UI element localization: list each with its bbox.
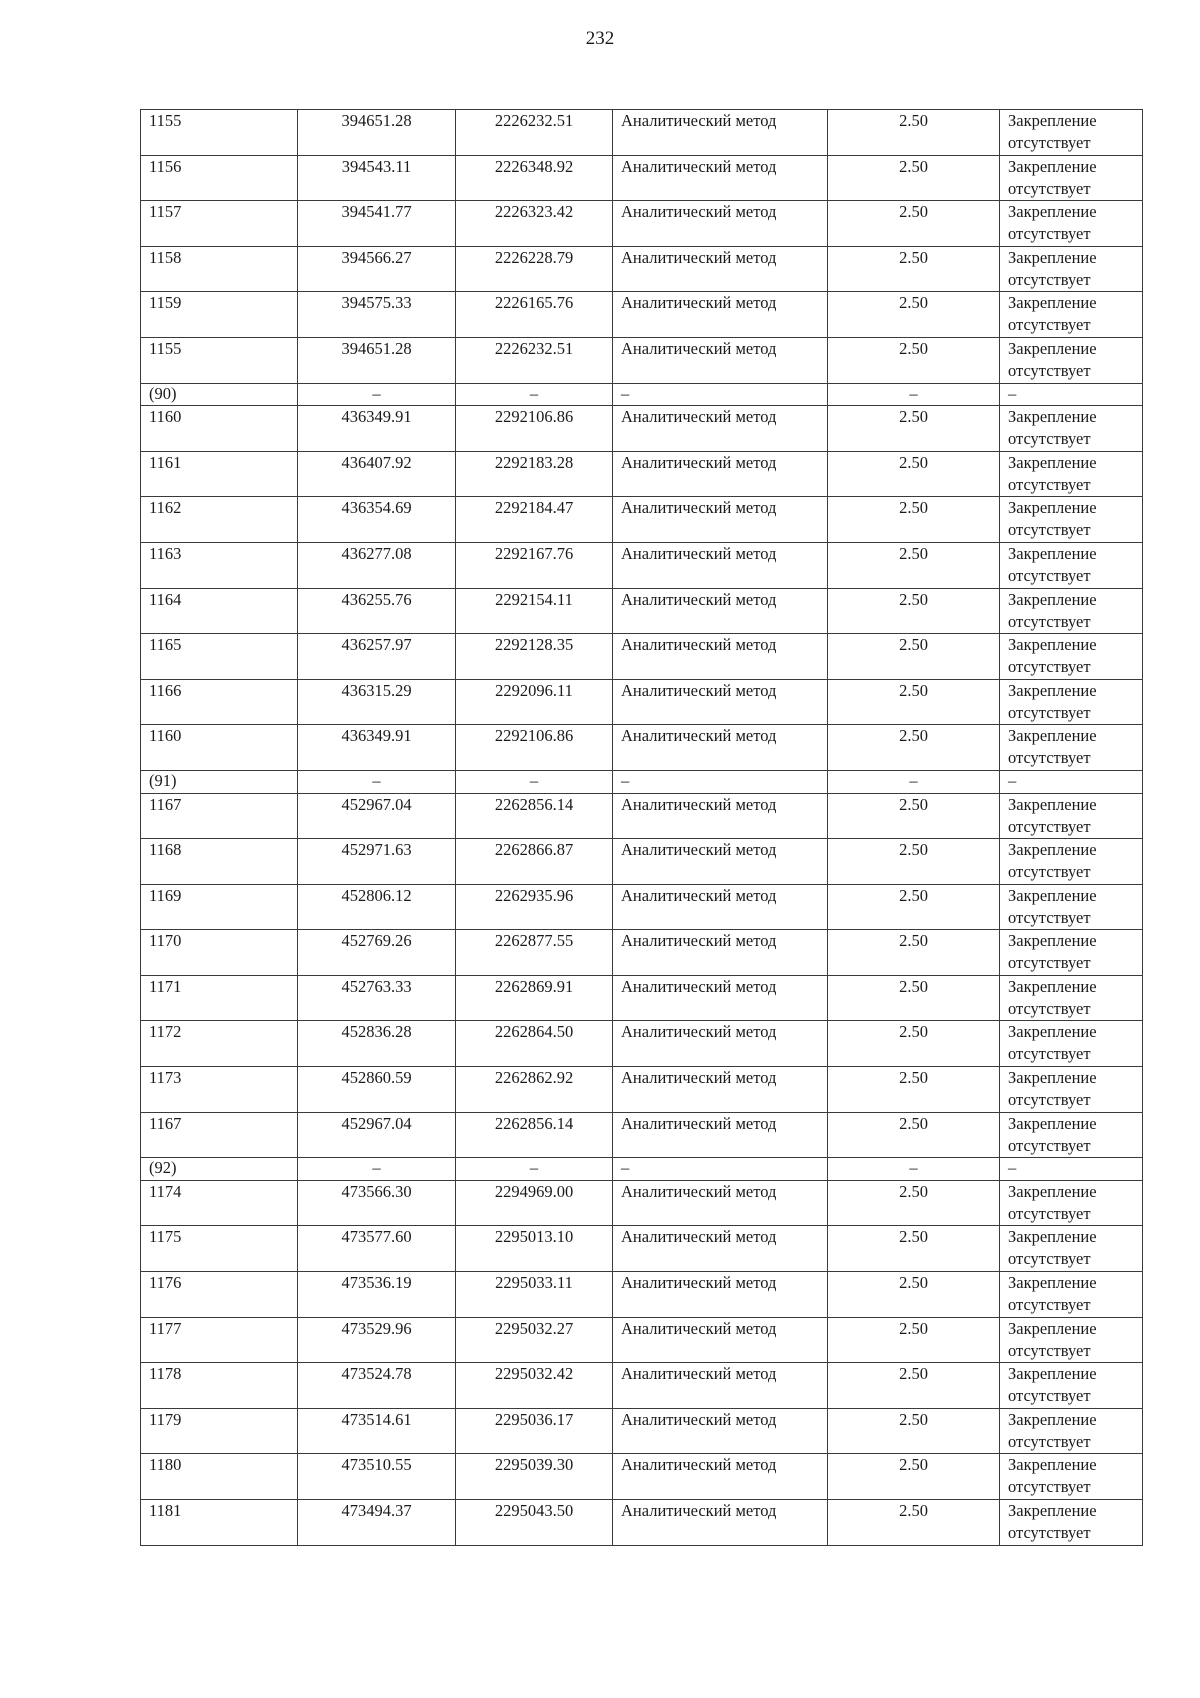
y-coordinate-cell: 2262866.87 <box>456 839 613 885</box>
coordinates-table-body <box>141 110 1143 1546</box>
table-row <box>141 1500 1143 1546</box>
x-coordinate-cell: 436315.29 <box>298 679 456 725</box>
table-row <box>141 634 1143 680</box>
table-row <box>141 1226 1143 1272</box>
x-coordinate-cell: 436349.91 <box>298 725 456 771</box>
method-cell: Аналитический метод <box>613 1317 828 1363</box>
y-coordinate-cell: 2292167.76 <box>456 542 613 588</box>
point-number-cell: 1159 <box>141 292 298 338</box>
table-row <box>141 1408 1143 1454</box>
x-coordinate-cell: 436277.08 <box>298 542 456 588</box>
table-row <box>141 542 1143 588</box>
y-coordinate-cell: 2292106.86 <box>456 725 613 771</box>
x-coordinate-cell: 436407.92 <box>298 451 456 497</box>
point-number-cell: (90) <box>141 383 298 406</box>
y-coordinate-cell: 2292154.11 <box>456 588 613 634</box>
accuracy-cell: – <box>828 383 1000 406</box>
point-number-cell: 1179 <box>141 1408 298 1454</box>
table-row <box>141 201 1143 247</box>
accuracy-cell: – <box>828 770 1000 793</box>
point-number-cell: 1172 <box>141 1021 298 1067</box>
method-cell: Аналитический метод <box>613 246 828 292</box>
accuracy-cell: 2.50 <box>828 201 1000 247</box>
table-row <box>141 1021 1143 1067</box>
x-coordinate-cell: 394541.77 <box>298 201 456 247</box>
status-cell: Закрепление отсутствует <box>1000 451 1143 497</box>
status-cell: Закрепление отсутствует <box>1000 337 1143 383</box>
method-cell: Аналитический метод <box>613 634 828 680</box>
status-cell: Закрепление отсутствует <box>1000 679 1143 725</box>
y-coordinate-cell: 2262856.14 <box>456 1112 613 1158</box>
table-row <box>141 975 1143 1021</box>
status-cell: Закрепление отсутствует <box>1000 725 1143 771</box>
status-cell: – <box>1000 1158 1143 1181</box>
x-coordinate-cell: 452967.04 <box>298 1112 456 1158</box>
y-coordinate-cell: 2262864.50 <box>456 1021 613 1067</box>
table-row <box>141 246 1143 292</box>
x-coordinate-cell: 394575.33 <box>298 292 456 338</box>
method-cell: – <box>613 770 828 793</box>
x-coordinate-cell: 452769.26 <box>298 930 456 976</box>
accuracy-cell: 2.50 <box>828 497 1000 543</box>
point-number-cell: 1180 <box>141 1454 298 1500</box>
point-number-cell: 1163 <box>141 542 298 588</box>
x-coordinate-cell: 473536.19 <box>298 1272 456 1318</box>
x-coordinate-cell: 394651.28 <box>298 337 456 383</box>
point-number-cell: 1166 <box>141 679 298 725</box>
y-coordinate-cell: 2292096.11 <box>456 679 613 725</box>
point-number-cell: 1181 <box>141 1500 298 1546</box>
status-cell: – <box>1000 770 1143 793</box>
point-number-cell: 1157 <box>141 201 298 247</box>
y-coordinate-cell: – <box>456 383 613 406</box>
point-number-cell: 1169 <box>141 884 298 930</box>
y-coordinate-cell: 2226228.79 <box>456 246 613 292</box>
y-coordinate-cell: 2262862.92 <box>456 1067 613 1113</box>
accuracy-cell: 2.50 <box>828 839 1000 885</box>
method-cell: Аналитический метод <box>613 201 828 247</box>
method-cell: Аналитический метод <box>613 1363 828 1409</box>
x-coordinate-cell: 452860.59 <box>298 1067 456 1113</box>
status-cell: Закрепление отсутствует <box>1000 201 1143 247</box>
method-cell: Аналитический метод <box>613 1454 828 1500</box>
y-coordinate-cell: 2295033.11 <box>456 1272 613 1318</box>
x-coordinate-cell: 473494.37 <box>298 1500 456 1546</box>
accuracy-cell: 2.50 <box>828 588 1000 634</box>
method-cell: Аналитический метод <box>613 155 828 201</box>
accuracy-cell: 2.50 <box>828 1112 1000 1158</box>
y-coordinate-cell: 2226165.76 <box>456 292 613 338</box>
accuracy-cell: 2.50 <box>828 1180 1000 1226</box>
status-cell: Закрепление отсутствует <box>1000 793 1143 839</box>
status-cell: – <box>1000 383 1143 406</box>
status-cell: Закрепление отсутствует <box>1000 110 1143 156</box>
status-cell: Закрепление отсутствует <box>1000 1021 1143 1067</box>
x-coordinate-cell: 452806.12 <box>298 884 456 930</box>
status-cell: Закрепление отсутствует <box>1000 975 1143 1021</box>
status-cell: Закрепление отсутствует <box>1000 1363 1143 1409</box>
point-number-cell: 1164 <box>141 588 298 634</box>
method-cell: Аналитический метод <box>613 884 828 930</box>
table-row <box>141 793 1143 839</box>
point-number-cell: 1177 <box>141 1317 298 1363</box>
y-coordinate-cell: 2295032.42 <box>456 1363 613 1409</box>
table-row <box>141 588 1143 634</box>
point-number-cell: 1178 <box>141 1363 298 1409</box>
table-row <box>141 1067 1143 1113</box>
status-cell: Закрепление отсутствует <box>1000 1067 1143 1113</box>
y-coordinate-cell: 2262869.91 <box>456 975 613 1021</box>
table-row <box>141 155 1143 201</box>
point-number-cell: 1170 <box>141 930 298 976</box>
point-number-cell: 1156 <box>141 155 298 201</box>
method-cell: Аналитический метод <box>613 793 828 839</box>
method-cell: Аналитический метод <box>613 1112 828 1158</box>
x-coordinate-cell: 473577.60 <box>298 1226 456 1272</box>
method-cell: Аналитический метод <box>613 839 828 885</box>
table-row <box>141 839 1143 885</box>
method-cell: Аналитический метод <box>613 292 828 338</box>
accuracy-cell: 2.50 <box>828 679 1000 725</box>
accuracy-cell: 2.50 <box>828 1454 1000 1500</box>
x-coordinate-cell: 452971.63 <box>298 839 456 885</box>
status-cell: Закрепление отсутствует <box>1000 588 1143 634</box>
accuracy-cell: 2.50 <box>828 542 1000 588</box>
y-coordinate-cell: 2226348.92 <box>456 155 613 201</box>
page-number: 232 <box>585 28 615 49</box>
table-row <box>141 725 1143 771</box>
y-coordinate-cell: 2292106.86 <box>456 406 613 452</box>
status-cell: Закрепление отсутствует <box>1000 1180 1143 1226</box>
status-cell: Закрепление отсутствует <box>1000 406 1143 452</box>
x-coordinate-cell: – <box>298 383 456 406</box>
status-cell: Закрепление отсутствует <box>1000 930 1143 976</box>
accuracy-cell: 2.50 <box>828 1363 1000 1409</box>
accuracy-cell: 2.50 <box>828 634 1000 680</box>
method-cell: Аналитический метод <box>613 679 828 725</box>
point-number-cell: 1174 <box>141 1180 298 1226</box>
status-cell: Закрепление отсутствует <box>1000 155 1143 201</box>
accuracy-cell: 2.50 <box>828 1317 1000 1363</box>
table-row <box>141 1454 1143 1500</box>
point-number-cell: 1160 <box>141 725 298 771</box>
method-cell: – <box>613 383 828 406</box>
method-cell: Аналитический метод <box>613 406 828 452</box>
y-coordinate-cell: 2295039.30 <box>456 1454 613 1500</box>
x-coordinate-cell: 436349.91 <box>298 406 456 452</box>
x-coordinate-cell: 436354.69 <box>298 497 456 543</box>
method-cell: Аналитический метод <box>613 1272 828 1318</box>
method-cell: Аналитический метод <box>613 1021 828 1067</box>
y-coordinate-cell: 2226232.51 <box>456 337 613 383</box>
status-cell: Закрепление отсутствует <box>1000 246 1143 292</box>
status-cell: Закрепление отсутствует <box>1000 542 1143 588</box>
y-coordinate-cell: 2226232.51 <box>456 110 613 156</box>
y-coordinate-cell: 2226323.42 <box>456 201 613 247</box>
method-cell: Аналитический метод <box>613 1226 828 1272</box>
status-cell: Закрепление отсутствует <box>1000 497 1143 543</box>
x-coordinate-cell: 473514.61 <box>298 1408 456 1454</box>
table-row <box>141 1317 1143 1363</box>
method-cell: Аналитический метод <box>613 1500 828 1546</box>
method-cell: Аналитический метод <box>613 930 828 976</box>
x-coordinate-cell: – <box>298 1158 456 1181</box>
coordinates-table <box>140 109 1143 1546</box>
method-cell: Аналитический метод <box>613 1408 828 1454</box>
status-cell: Закрепление отсутствует <box>1000 292 1143 338</box>
point-number-cell: 1173 <box>141 1067 298 1113</box>
status-cell: Закрепление отсутствует <box>1000 1454 1143 1500</box>
table-row <box>141 292 1143 338</box>
point-number-cell: 1162 <box>141 497 298 543</box>
point-number-cell: (92) <box>141 1158 298 1181</box>
accuracy-cell: 2.50 <box>828 110 1000 156</box>
point-number-cell: 1155 <box>141 110 298 156</box>
method-cell: Аналитический метод <box>613 451 828 497</box>
method-cell: Аналитический метод <box>613 1067 828 1113</box>
table-row <box>141 884 1143 930</box>
status-cell: Закрепление отсутствует <box>1000 884 1143 930</box>
y-coordinate-cell: 2292184.47 <box>456 497 613 543</box>
x-coordinate-cell: 452763.33 <box>298 975 456 1021</box>
accuracy-cell: 2.50 <box>828 1272 1000 1318</box>
x-coordinate-cell: 452836.28 <box>298 1021 456 1067</box>
contour-separator-row <box>141 770 1143 793</box>
accuracy-cell: 2.50 <box>828 1021 1000 1067</box>
table-row <box>141 497 1143 543</box>
accuracy-cell: 2.50 <box>828 1067 1000 1113</box>
x-coordinate-cell: 394566.27 <box>298 246 456 292</box>
table-row <box>141 110 1143 156</box>
accuracy-cell: 2.50 <box>828 930 1000 976</box>
y-coordinate-cell: 2295036.17 <box>456 1408 613 1454</box>
status-cell: Закрепление отсутствует <box>1000 1500 1143 1546</box>
y-coordinate-cell: 2262877.55 <box>456 930 613 976</box>
method-cell: Аналитический метод <box>613 725 828 771</box>
accuracy-cell: 2.50 <box>828 1500 1000 1546</box>
method-cell: Аналитический метод <box>613 542 828 588</box>
status-cell: Закрепление отсутствует <box>1000 1408 1143 1454</box>
table-row <box>141 1180 1143 1226</box>
accuracy-cell: 2.50 <box>828 975 1000 1021</box>
y-coordinate-cell: 2262935.96 <box>456 884 613 930</box>
x-coordinate-cell: 394651.28 <box>298 110 456 156</box>
method-cell: Аналитический метод <box>613 497 828 543</box>
point-number-cell: 1167 <box>141 1112 298 1158</box>
point-number-cell: 1167 <box>141 793 298 839</box>
accuracy-cell: 2.50 <box>828 246 1000 292</box>
y-coordinate-cell: 2262856.14 <box>456 793 613 839</box>
y-coordinate-cell: 2292128.35 <box>456 634 613 680</box>
accuracy-cell: 2.50 <box>828 725 1000 771</box>
accuracy-cell: 2.50 <box>828 292 1000 338</box>
accuracy-cell: 2.50 <box>828 406 1000 452</box>
table-row <box>141 337 1143 383</box>
point-number-cell: 1160 <box>141 406 298 452</box>
method-cell: – <box>613 1158 828 1181</box>
accuracy-cell: 2.50 <box>828 155 1000 201</box>
point-number-cell: (91) <box>141 770 298 793</box>
method-cell: Аналитический метод <box>613 1180 828 1226</box>
y-coordinate-cell: 2295013.10 <box>456 1226 613 1272</box>
method-cell: Аналитический метод <box>613 337 828 383</box>
contour-separator-row <box>141 1158 1143 1181</box>
y-coordinate-cell: – <box>456 770 613 793</box>
x-coordinate-cell: 394543.11 <box>298 155 456 201</box>
point-number-cell: 1168 <box>141 839 298 885</box>
y-coordinate-cell: 2295032.27 <box>456 1317 613 1363</box>
table-row <box>141 1272 1143 1318</box>
accuracy-cell: 2.50 <box>828 1226 1000 1272</box>
method-cell: Аналитический метод <box>613 110 828 156</box>
point-number-cell: 1175 <box>141 1226 298 1272</box>
status-cell: Закрепление отсутствует <box>1000 839 1143 885</box>
accuracy-cell: 2.50 <box>828 337 1000 383</box>
accuracy-cell: 2.50 <box>828 884 1000 930</box>
method-cell: Аналитический метод <box>613 588 828 634</box>
x-coordinate-cell: 473529.96 <box>298 1317 456 1363</box>
contour-separator-row <box>141 383 1143 406</box>
table-row <box>141 1112 1143 1158</box>
status-cell: Закрепление отсутствует <box>1000 1226 1143 1272</box>
y-coordinate-cell: – <box>456 1158 613 1181</box>
table-row <box>141 930 1143 976</box>
y-coordinate-cell: 2294969.00 <box>456 1180 613 1226</box>
method-cell: Аналитический метод <box>613 975 828 1021</box>
y-coordinate-cell: 2292183.28 <box>456 451 613 497</box>
accuracy-cell: 2.50 <box>828 451 1000 497</box>
x-coordinate-cell: 436255.76 <box>298 588 456 634</box>
x-coordinate-cell: 436257.97 <box>298 634 456 680</box>
table-row <box>141 679 1143 725</box>
x-coordinate-cell: 473524.78 <box>298 1363 456 1409</box>
status-cell: Закрепление отсутствует <box>1000 634 1143 680</box>
accuracy-cell: 2.50 <box>828 793 1000 839</box>
y-coordinate-cell: 2295043.50 <box>456 1500 613 1546</box>
x-coordinate-cell: 473566.30 <box>298 1180 456 1226</box>
point-number-cell: 1158 <box>141 246 298 292</box>
x-coordinate-cell: 473510.55 <box>298 1454 456 1500</box>
x-coordinate-cell: – <box>298 770 456 793</box>
point-number-cell: 1176 <box>141 1272 298 1318</box>
point-number-cell: 1171 <box>141 975 298 1021</box>
accuracy-cell: 2.50 <box>828 1408 1000 1454</box>
point-number-cell: 1161 <box>141 451 298 497</box>
accuracy-cell: – <box>828 1158 1000 1181</box>
point-number-cell: 1165 <box>141 634 298 680</box>
table-row <box>141 406 1143 452</box>
status-cell: Закрепление отсутствует <box>1000 1317 1143 1363</box>
table-row <box>141 451 1143 497</box>
point-number-cell: 1155 <box>141 337 298 383</box>
x-coordinate-cell: 452967.04 <box>298 793 456 839</box>
status-cell: Закрепление отсутствует <box>1000 1112 1143 1158</box>
status-cell: Закрепление отсутствует <box>1000 1272 1143 1318</box>
table-row <box>141 1363 1143 1409</box>
